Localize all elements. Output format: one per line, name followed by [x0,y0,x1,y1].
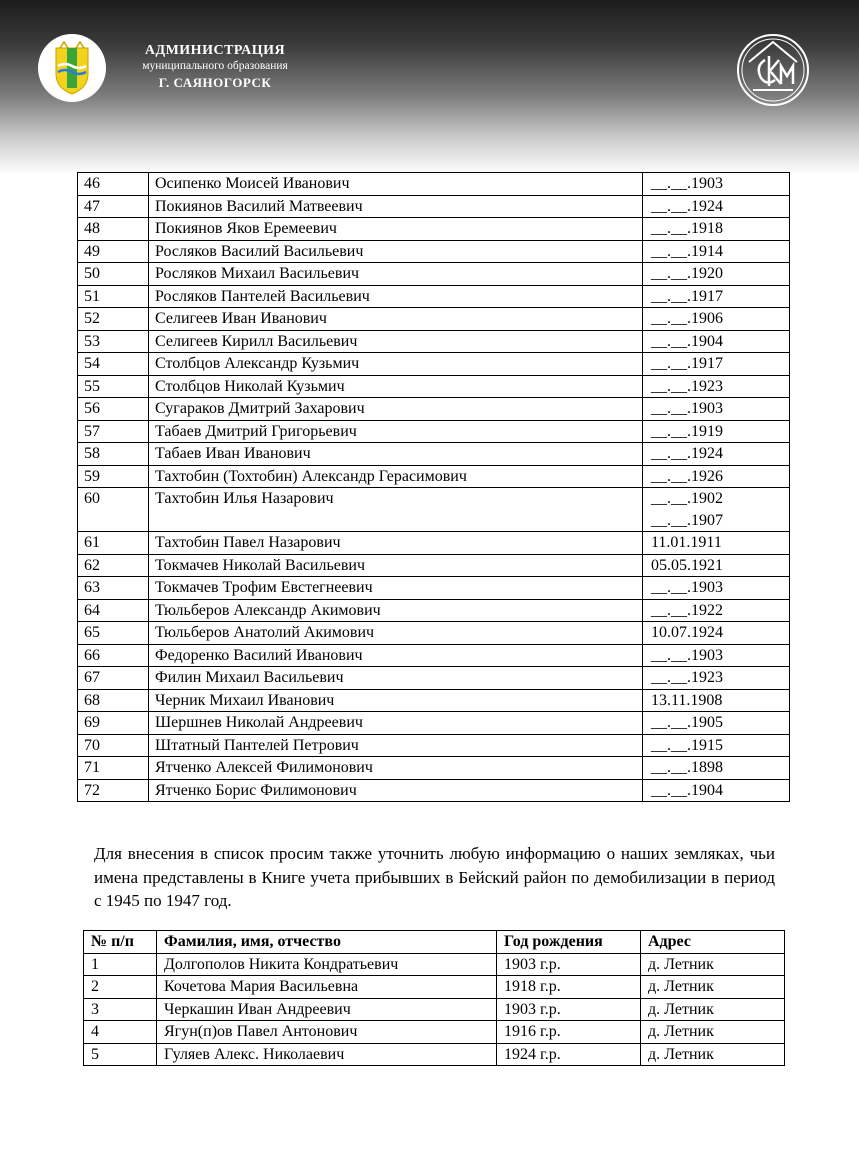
address: д. Летник [641,953,785,976]
person-name: Росляков Пантелей Васильевич [149,285,643,308]
table-row [78,622,790,645]
row-number: 1 [84,953,157,976]
birth-date: __.__.1924 [651,445,723,462]
person-name: Ягун(п)ов Павел Антонович [157,1021,497,1044]
column-header-name: Фамилия, имя, отчество [157,931,497,954]
row-number: 48 [78,218,149,241]
row-number: 55 [78,375,149,398]
row-number: 70 [78,734,149,757]
row-number: 62 [78,554,149,577]
birth-date-cell [643,330,790,353]
row-number: 65 [78,622,149,645]
administration-caption [120,42,310,91]
person-name: Селигеев Иван Иванович [149,308,643,331]
birth-date-cell [643,734,790,757]
birth-date-cell [643,353,790,376]
table-row [84,1021,785,1044]
person-name: Шершнев Николай Андреевич [149,712,643,735]
table-row [78,734,790,757]
birth-date: __.__.1903 [651,646,723,664]
row-number: 53 [78,330,149,353]
birth-date-cell [643,420,790,443]
table-row [78,644,790,667]
birth-date-cell [643,554,790,577]
row-number: 61 [78,532,149,555]
demobilized-table [83,930,785,1066]
row-number: 63 [78,577,149,600]
person-name: Филин Михаил Васильевич [149,667,643,690]
row-number: 2 [84,976,157,999]
row-number: 54 [78,353,149,376]
address: д. Летник [641,1043,785,1066]
birth-date: __.__.1919 [651,422,723,440]
column-header-birth-year: Год рождения [497,931,641,954]
birth-date: __.__.1903 [651,175,723,192]
birth-date-cell [643,263,790,286]
birth-date-cell [643,375,790,398]
birth-date: __.__.1902 [651,490,723,507]
request-paragraph: Для внесения в список просим также уточнить любую информацию о наших земляках, чьи имена представлены в Книге учета прибывших в Бейский район по демобилизации в период с 1945 по 1947 год. [94,844,775,910]
table-row [84,1043,785,1066]
birth-date: __.__.1917 [651,355,723,372]
birth-date: __.__.1918 [651,220,723,237]
birth-date: __.__.1903 [651,579,723,596]
person-name: Селигеев Кирилл Васильевич [149,330,643,353]
birth-date-cell [643,712,790,735]
person-name: Столбцов Николай Кузьмич [149,375,643,398]
table-row [78,757,790,780]
row-number: 3 [84,998,157,1021]
row-number: 47 [78,195,149,218]
row-number: 66 [78,644,149,667]
row-number: 4 [84,1021,157,1044]
row-number: 64 [78,599,149,622]
table-row [84,998,785,1021]
birth-date: 13.11.1908 [651,691,723,709]
birth-date-cell [643,195,790,218]
birth-date: __.__.1924 [651,197,723,215]
table-row [78,420,790,443]
birth-date: __.__.1903 [651,400,723,417]
birth-date: 11.01.1911 [651,534,722,551]
table-row [78,577,790,600]
birth-date: __.__.1920 [651,265,723,282]
person-name: Черник Михаил Иванович [149,689,643,712]
person-name: Кочетова Мария Васильевна [157,976,497,999]
birth-date-cell [643,173,790,196]
table-row [78,263,790,286]
birth-year: 1918 г.р. [497,976,641,999]
table-row [78,195,790,218]
birth-date: __.__.1923 [651,669,723,686]
birth-year: 1903 г.р. [497,998,641,1021]
birth-year: 1903 г.р. [497,953,641,976]
person-name: Федоренко Василий Иванович [149,644,643,667]
coat-of-arms-icon [38,34,106,102]
birth-date-cell [643,240,790,263]
person-name: Сугараков Дмитрий Захарович [149,398,643,421]
person-name: Тахтобин (Тохтобин) Александр Герасимович [149,465,643,488]
table-row [78,330,790,353]
birth-date: 05.05.1921 [651,556,723,574]
person-name: Черкашин Иван Андреевич [157,998,497,1021]
row-number: 51 [78,285,149,308]
birth-date-cell [643,599,790,622]
admin-city: Г. САЯНОГОРСК [158,75,272,90]
person-name: Росляков Василий Васильевич [149,240,643,263]
table-row [78,240,790,263]
birth-date-cell [643,644,790,667]
person-name: Покиянов Василий Матвеевич [149,195,643,218]
table-row [84,976,785,999]
birth-date: __.__.1917 [651,287,723,305]
table-row [78,308,790,331]
row-number: 69 [78,712,149,735]
table-row [78,465,790,488]
page-header [0,0,859,175]
birth-date: __.__.1926 [651,467,723,485]
persons-table [77,172,790,802]
birth-date: __.__.1907 [651,511,723,529]
table-row [78,532,790,555]
row-number: 49 [78,240,149,263]
row-number: 60 [78,488,149,532]
birth-date: __.__.1904 [651,332,723,350]
address: д. Летник [641,1021,785,1044]
birth-date: 10.07.1924 [651,624,723,641]
birth-date-cell [643,285,790,308]
person-name: Осипенко Моисей Иванович [149,173,643,196]
header-row [84,931,785,954]
birth-date-cell [643,308,790,331]
column-header-number: № п/п [84,931,157,954]
person-name: Тахтобин Павел Назарович [149,532,643,555]
birth-year: 1924 г.р. [497,1043,641,1066]
table-row [78,712,790,735]
birth-date: __.__.1922 [651,601,723,619]
person-name: Гуляев Алекс. Николаевич [157,1043,497,1066]
birth-date-cell [643,443,790,466]
table-row [78,554,790,577]
row-number: 52 [78,308,149,331]
admin-subtitle: муниципального образования [142,60,288,72]
person-name: Долгополов Никита Кондратьевич [157,953,497,976]
row-number: 56 [78,398,149,421]
table-row [78,353,790,376]
person-name: Столбцов Александр Кузьмич [149,353,643,376]
person-name: Ятченко Борис Филимонович [149,779,643,802]
birth-date: __.__.1905 [651,714,723,731]
row-number: 58 [78,443,149,466]
birth-date-cell [643,488,790,532]
person-name: Токмачев Трофим Евстегнеевич [149,577,643,600]
birth-date: __.__.1923 [651,377,723,395]
row-number: 5 [84,1043,157,1066]
person-name: Тюльберов Анатолий Акимович [149,622,643,645]
birth-date: __.__.1915 [651,736,723,754]
row-number: 57 [78,420,149,443]
person-name: Табаев Дмитрий Григорьевич [149,420,643,443]
row-number: 67 [78,667,149,690]
person-name: Штатный Пантелей Петрович [149,734,643,757]
person-name: Тахтобин Илья Назарович [149,488,643,532]
row-number: 72 [78,779,149,802]
table-row [78,667,790,690]
birth-date: __.__.1904 [651,781,723,799]
address: д. Летник [641,976,785,999]
table-row [78,488,790,532]
row-number: 68 [78,689,149,712]
table-row [78,285,790,308]
person-name: Тюльберов Александр Акимович [149,599,643,622]
row-number: 46 [78,173,149,196]
column-header-address: Адрес [641,931,785,954]
person-name: Ятченко Алексей Филимонович [149,757,643,780]
row-number: 50 [78,263,149,286]
birth-date-cell [643,465,790,488]
table-row [78,173,790,196]
table-row [78,443,790,466]
birth-date-cell [643,577,790,600]
table-row [78,599,790,622]
birth-date-cell [643,622,790,645]
table-row [78,689,790,712]
person-name: Табаев Иван Иванович [149,443,643,466]
birth-date: __.__.1906 [651,310,723,327]
birth-date-cell [643,532,790,555]
row-number: 71 [78,757,149,780]
person-name: Токмачев Николай Васильевич [149,554,643,577]
birth-date-cell [643,667,790,690]
birth-date-cell [643,757,790,780]
person-name: Покиянов Яков Еремеевич [149,218,643,241]
person-name: Росляков Михаил Васильевич [149,263,643,286]
table-row [78,375,790,398]
table-row [78,398,790,421]
table-row [78,779,790,802]
birth-date-cell [643,218,790,241]
admin-title: АДМИНИСТРАЦИЯ [144,43,286,58]
birth-date-cell [643,689,790,712]
table-row [78,218,790,241]
birth-date: __.__.1898 [651,759,723,776]
birth-date-cell [643,779,790,802]
birth-date: __.__.1914 [651,242,723,260]
address: д. Летник [641,998,785,1021]
birth-date-cell [643,398,790,421]
birth-year: 1916 г.р. [497,1021,641,1044]
skm-monogram-icon [735,32,811,108]
row-number: 59 [78,465,149,488]
table-row [84,953,785,976]
